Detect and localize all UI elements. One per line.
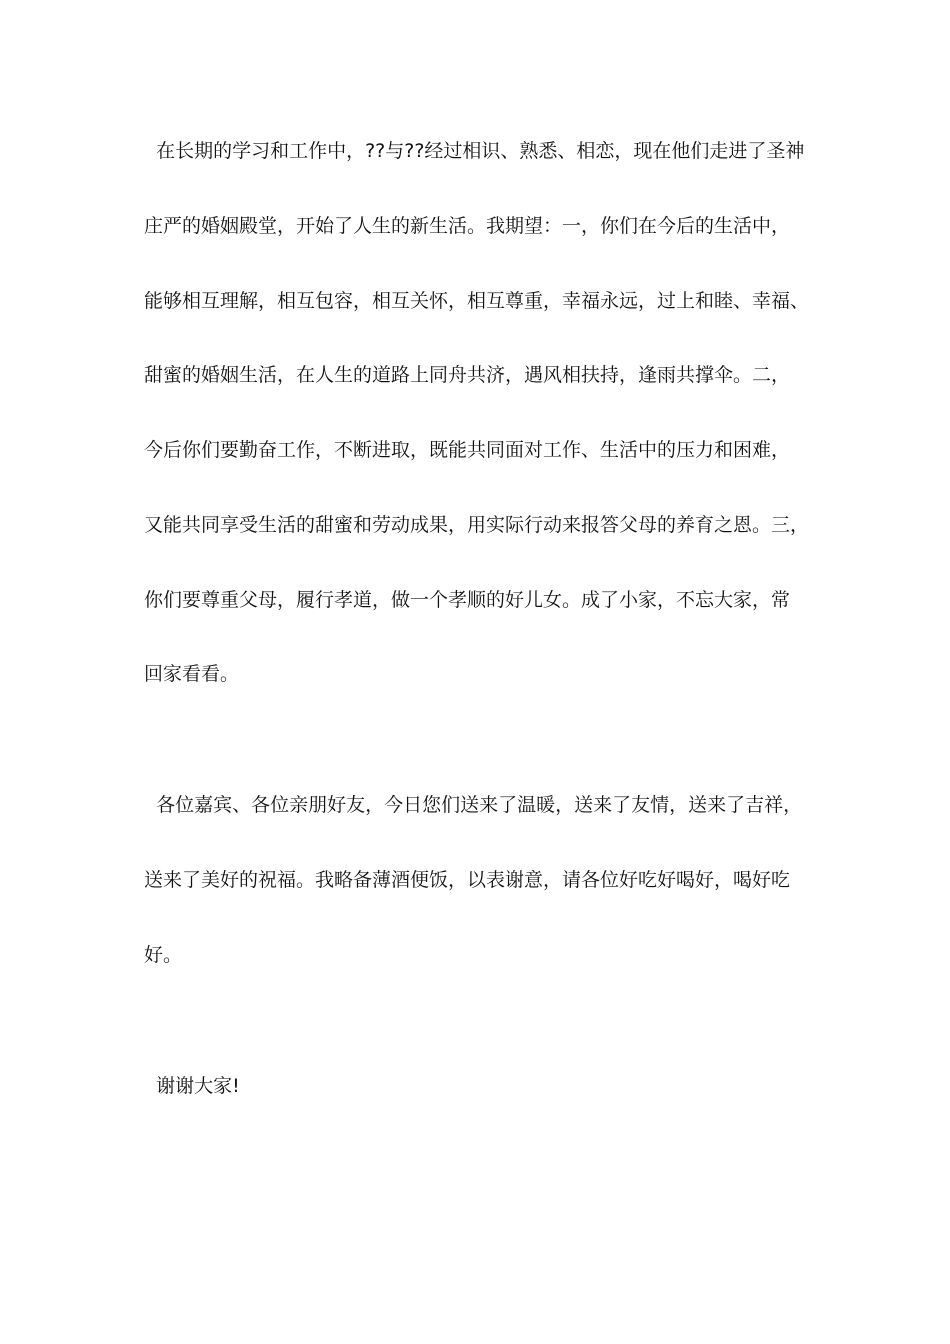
paragraph-1-line-3: 能够相互理解，相互包容，相互关怀，相互尊重，幸福永远，过上和睦、幸福、 (144, 290, 810, 312)
paragraph-2-line-1: 各位嘉宾、各位亲朋好友，今日您们送来了温暖，送来了友情，送来了吉祥， (144, 794, 803, 816)
paragraph-1-line-1: 在长期的学习和工作中，??与??经过相识、熟悉、相恋，现在他们走进了圣神 (144, 140, 805, 162)
paragraph-1-line-2: 庄严的婚姻殿堂，开始了人生的新生活。我期望：一，你们在今后的生活中， (144, 215, 791, 237)
paragraph-1-line-6: 又能共同享受生活的甜蜜和劳动成果，用实际行动来报答父母的养育之恩。三， (144, 514, 810, 536)
paragraph-1-line-7: 你们要尊重父母，履行孝道，做一个孝顺的好儿女。成了小家，不忘大家，常 (144, 589, 791, 611)
paragraph-3-line-1: 谢谢大家! (144, 1075, 240, 1097)
paragraph-2-line-3: 好。 (144, 944, 183, 966)
paragraph-1-line-4: 甜蜜的婚姻生活，在人生的道路上同舟共济，遇风相扶持，逢雨共撑伞。二， (144, 364, 791, 386)
paragraph-1-line-5: 今后你们要勤奋工作，不断进取，既能共同面对工作、生活中的压力和困难， (144, 439, 791, 461)
paragraph-2-line-2: 送来了美好的祝福。我略备薄酒便饭，以表谢意，请各位好吃好喝好，喝好吃 (144, 869, 791, 891)
paragraph-1-line-8: 回家看看。 (144, 663, 240, 685)
